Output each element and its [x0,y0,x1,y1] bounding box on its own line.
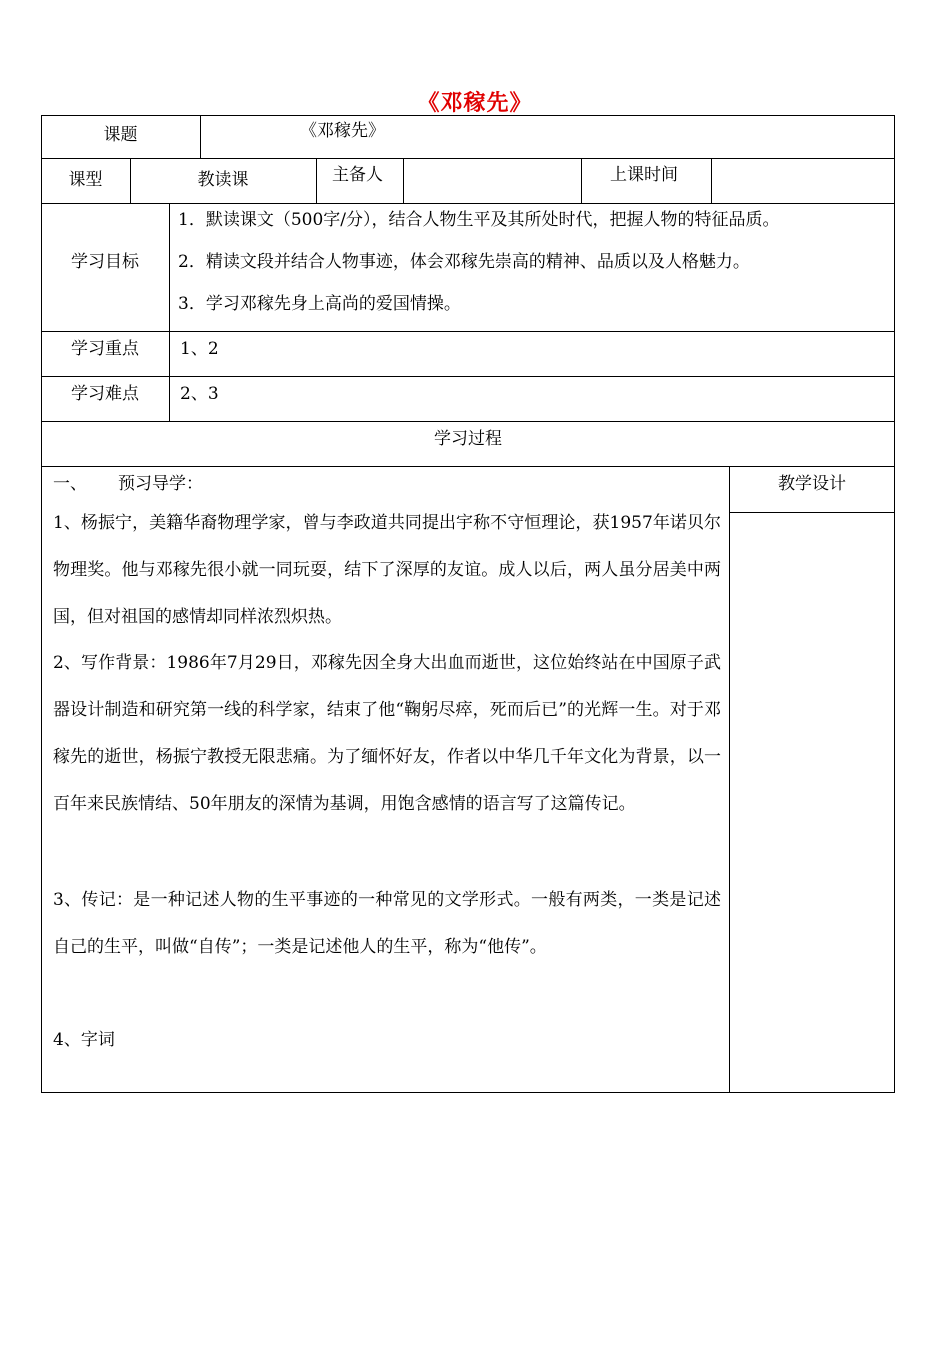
section-heading-number: 一、 [53,474,87,494]
difficulty-label: 学习难点 [71,384,139,404]
col-divider [729,466,730,1093]
type-value: 教读课 [197,170,249,190]
col-divider [581,158,582,203]
design-divider [729,512,895,513]
topic-label: 课题 [103,125,138,145]
document-title: 《邓稼先》 [417,91,533,116]
col-divider [711,158,712,203]
row-divider [41,466,895,467]
focus-value: 1、2 [180,339,219,359]
paragraph-2: 2、写作背景：1986年7月29日，邓稼先因全身大出血而逝世，这位始终站在中国原子武器设计制造和研究第一线的科学家，结束了他“鞠躬尽瘁，死而后已”的光辉一生。对于邓稼先的逝世，杨振宁教授无限悲痛。为了缅怀好友，作者以中华几千年文化为背景，以一百年来民族情结、50年朋友的深情为基调，用饱含感情的语言写了这篇传记。 [53,653,721,814]
teaching-design-label: 教学设计 [778,474,846,494]
section-heading: 预习导学： [118,474,203,494]
objectives-label: 学习目标 [71,252,139,272]
focus-label: 学习重点 [71,339,139,359]
objective-item: 2．精读文段并结合人物事迹，体会邓稼先崇高的精神、品质以及人格魅力。 [178,252,750,272]
paragraph-1: 1、杨振宁，美籍华裔物理学家，曾与李政道共同提出宇称不守恒理论，获1957年诺贝尔物理奖。他与邓稼先很小就一同玩耍，结下了深厚的友谊。成人以后，两人虽分居美中两国，但对祖国的感情却同样浓烈炽热。 [53,513,721,627]
objective-item: 3．学习邓稼先身上高尚的爱国情操。 [178,294,461,314]
col-divider [200,115,201,158]
col-divider [403,158,404,203]
type-label: 课型 [68,170,103,190]
row-divider [41,158,895,159]
row-divider [41,421,895,422]
process-header: 学习过程 [434,429,502,449]
col-divider [316,158,317,203]
paragraph-3: 3、传记：是一种记述人物的生平事迹的一种常见的文学形式。一般有两类，一类是记述自己的生平，叫做“自传”；一类是记述他人的生平，称为“他传”。 [53,890,721,957]
preparer-label: 主备人 [332,165,383,185]
objective-item: 1．默读课文（500字/分），结合人物生平及其所处时代，把握人物的特征品质。 [178,210,780,230]
col-divider [169,203,170,421]
class-time-label: 上课时间 [610,165,678,185]
difficulty-value: 2、3 [180,384,219,404]
topic-value: 《邓稼先》 [300,121,385,141]
paragraph-4: 4、字词 [53,1030,115,1050]
